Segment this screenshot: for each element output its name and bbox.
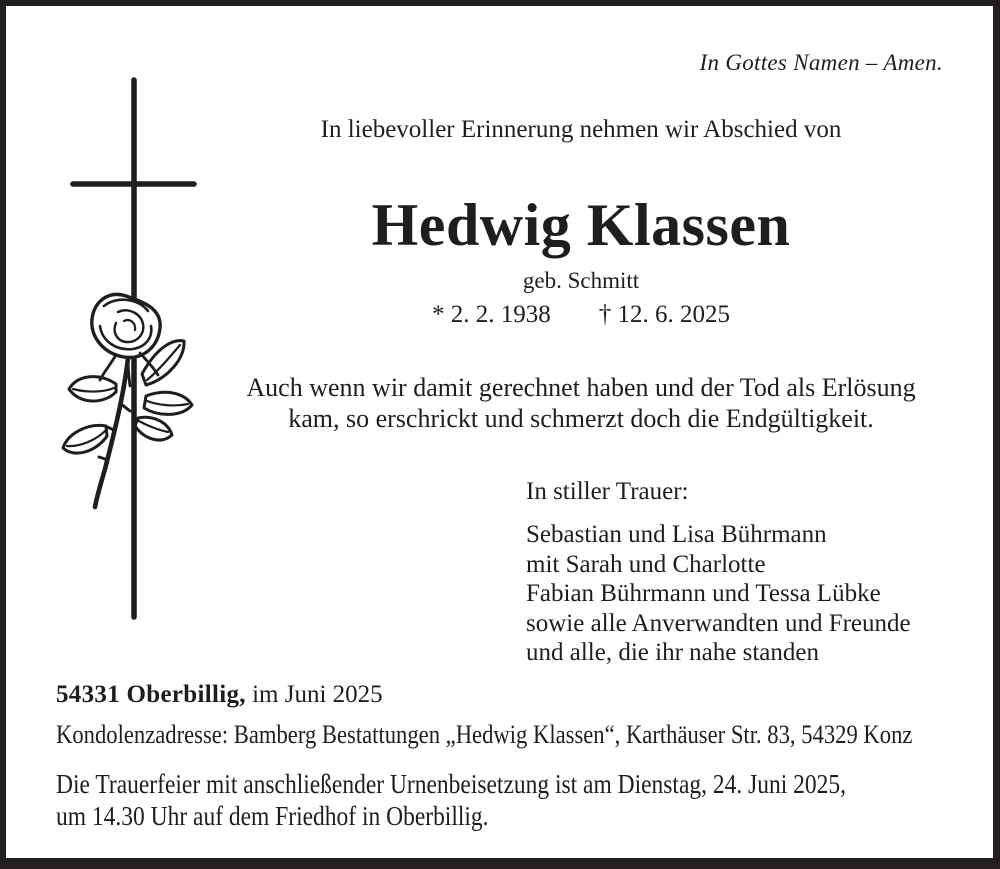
mourner-line: und alle, die ihr nahe standen [526, 639, 819, 667]
place-date: im Juni 2025 [245, 681, 383, 708]
deceased-name: Hedwig Klassen [371, 192, 791, 258]
funeral-info-line-1: Die Trauerfeier mit anschließender Urnenbeisetzung ist am Dienstag, 24. Juni 2025, [56, 769, 847, 799]
mourner-line: Fabian Bührmann und Tessa Lübke [526, 580, 881, 608]
life-dates [196, 301, 966, 329]
place-date-line [56, 681, 383, 709]
birth-date: * 2. 2. 1938 [432, 301, 551, 328]
death-date: † 12. 6. 2025 [598, 301, 730, 328]
mourner-line: sowie alle Anverwandten und Freunde [526, 609, 911, 637]
funeral-info-line-2: um 14.30 Uhr auf dem Friedhof in Oberbillig. [56, 801, 489, 831]
place-name: 54331 Oberbillig, [56, 681, 246, 708]
mourner-line: mit Sarah und Charlotte [526, 550, 766, 578]
condolence-address: Kondolenzadresse: Bamberg Bestattungen „Hedwig Klassen“, Karthäuser Str. 83, 54329 Konz [56, 720, 913, 749]
maiden-name: geb. Schmitt [522, 268, 640, 293]
intro-line: In liebevoller Erinnerung nehmen wir Abschied von [320, 116, 842, 143]
verse-line-1: Auch wenn wir damit gerechnet haben und der Tod als Erlösung [246, 373, 916, 402]
verse-line-2: kam, so erschrickt und schmerzt doch die Endgültigkeit. [288, 404, 874, 433]
mourning-header: In stiller Trauer: [526, 478, 689, 505]
cross-rose-icon [58, 74, 208, 624]
religious-motto: In Gottes Namen – Amen. [699, 50, 943, 75]
mourner-line: Sebastian und Lisa Bührmann [526, 521, 827, 548]
